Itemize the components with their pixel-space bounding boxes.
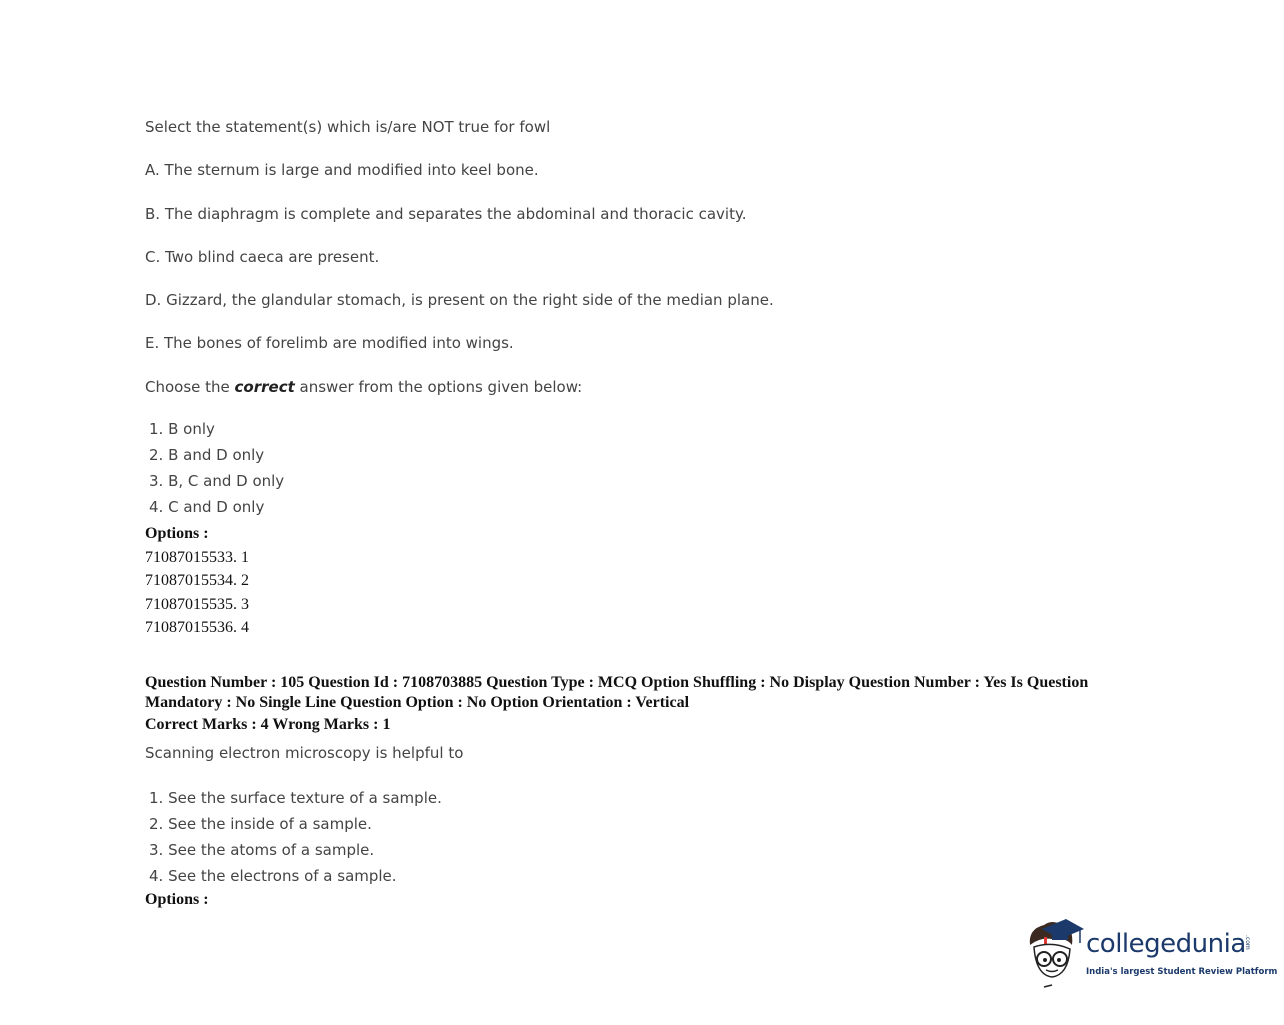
instruction-emphasis: correct <box>234 377 295 396</box>
option-ids-q104 <box>145 522 249 640</box>
instruction-suffix: answer from the options given below: <box>294 377 583 396</box>
statement-a: A. The sternum is large and modified into keel bone. <box>145 161 539 180</box>
answer-choices-q105 <box>145 785 463 889</box>
options-label: Options : <box>145 525 209 542</box>
statement-c: C. Two blind caeca are present. <box>145 247 380 266</box>
logo-suffix: .com <box>1244 935 1251 950</box>
choice-4-q105: 4. See the electrons of a sample. <box>149 867 397 885</box>
question-104-block <box>145 116 1145 419</box>
option-id-1: 71087015533. 1 <box>145 548 249 566</box>
choice-4: 4. C and D only <box>149 498 265 516</box>
logo-wordmark: collegedunia <box>1086 929 1246 959</box>
collegedunia-logo <box>1022 915 1278 995</box>
option-id-2: 71087015534. 2 <box>145 572 249 590</box>
statement-b: B. The diaphragm is complete and separates the abdominal and thoracic cavity. <box>145 204 747 223</box>
question-105-block <box>145 742 463 889</box>
logo-tagline: India's largest Student Review Platform <box>1086 967 1278 977</box>
choice-2: 2. B and D only <box>149 446 265 464</box>
answer-choices-q104 <box>149 416 284 520</box>
instruction-prefix: Choose the <box>145 377 235 396</box>
choice-1-q105: 1. See the surface texture of a sample. <box>149 789 442 807</box>
question-meta: Question Number : 105 Question Id : 7108703885 Question Type : MCQ Option Shuffling : No Display Question Number : Yes Is Question Mandatory : No Single Line Question Option : No Option Orientation : Vertical <box>145 674 1089 711</box>
choice-3-q105: 3. See the atoms of a sample. <box>149 841 375 859</box>
mascot-icon <box>1022 915 1086 995</box>
statement-e: E. The bones of forelimb are modified into wings. <box>145 334 514 353</box>
options-label-q105: Options : <box>145 891 209 908</box>
instruction <box>145 376 1145 419</box>
question-stem: Select the statement(s) which is/are NOT true for fowl <box>145 118 551 136</box>
option-id-3: 71087015535. 3 <box>145 595 249 613</box>
marks-line: Correct Marks : 4 Wrong Marks : 1 <box>145 716 391 733</box>
choice-3: 3. B, C and D only <box>149 472 285 490</box>
choice-2-q105: 2. See the inside of a sample. <box>149 815 372 833</box>
statement-d: D. Gizzard, the glandular stomach, is present on the right side of the median plane. <box>145 291 774 310</box>
choice-1: 1. B only <box>149 420 215 438</box>
question-stem-q105: Scanning electron microscopy is helpful to <box>145 744 464 762</box>
option-id-4: 71087015536. 4 <box>145 619 249 637</box>
